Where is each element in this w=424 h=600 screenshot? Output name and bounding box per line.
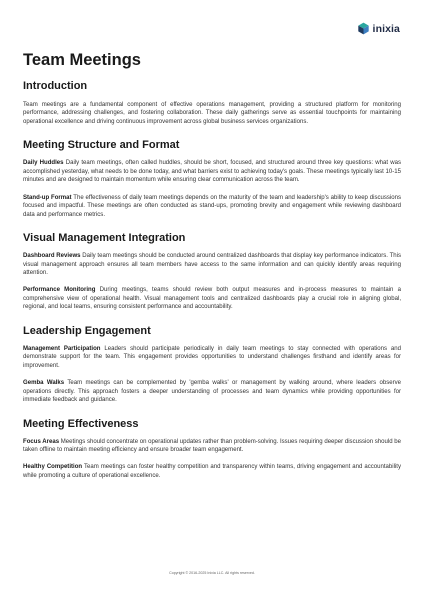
paragraph-text: Team meetings can be complemented by 'gemba walks' or management by walking around, where leaders observe operations directly. This approach fosters a deeper understanding of processes and team dynamics while providing opportunities for immediate feedback and guidance.	[23, 380, 401, 404]
paragraph-term: Focus Areas	[23, 438, 60, 445]
page-title: Team Meetings	[23, 51, 141, 69]
paragraph-term: Gemba Walks	[23, 380, 65, 387]
paragraph-text: Team meetings are a fundamental component of effective operations management, providing a structured platform for monitoring performance, addressing challenges, and fostering collaboration. These daily gatherings serve as essential touchpoints for maintaining operational excellence and driving continuous improvement across global business services organizations.	[23, 102, 401, 125]
paragraph-text: Daily team meetings, often called huddles, should be short, focused, and structured around three key questions: what was accomplished yesterday, what needs to be done today, and what barriers exist to achieving today's goals. These meetings typically last 10-15 minutes and are designed to maintain momentum while ensuring clear communication across the team.	[23, 160, 401, 184]
paragraph-text: Leaders should participate periodically in daily team meetings to stay connected with operations and demonstrate support for the team. This engagement provides opportunities to understand challenges firsthand and identify areas for improvement.	[23, 345, 401, 369]
paragraph-text: Meetings should concentrate on operational updates rather than problem-solving. Issues requiring deeper discussion should be taken offline to maintain meeting efficiency and ensure broader team engagement.	[23, 438, 401, 453]
paragraph	[23, 252, 401, 277]
paragraph-term: Management Participation	[23, 345, 101, 352]
paragraph	[23, 463, 401, 480]
brand-logo	[357, 22, 400, 35]
paragraph-term: Performance Monitoring	[23, 287, 96, 294]
paragraph-term: Healthy Competition	[23, 464, 83, 471]
paragraph-text: During meetings, teams should review both output measures and in-process measures to maintain a comprehensive view of operational health. Visual management tools and centralized dashboards play a crucial role in aligning global, regional, and local teams, ensuring consistent performance and accountability.	[23, 287, 401, 311]
paragraph-text: The effectiveness of daily team meetings depends on the maturity of the team and leadership's ability to keep discussions focused and impactful. These meetings are often conducted as stand-ups, promoting brevity and engagement while reviewing dashboard data and performance metrics.	[23, 194, 402, 218]
brand-name: inixia	[372, 22, 400, 35]
paragraph-term: Stand-up Format	[23, 194, 72, 201]
section-heading-meeting-structure: Meeting Structure and Format	[23, 139, 180, 152]
paragraph	[23, 194, 401, 219]
section-heading-visual-management: Visual Management Integration	[23, 232, 186, 245]
paragraph-term: Dashboard Reviews	[23, 253, 81, 260]
paragraph-text: Team meetings can foster healthy competition and transparency within teams, driving engagement and accountability while promoting a culture of operational excellence.	[23, 464, 402, 479]
paragraph-term: Daily Huddles	[23, 160, 64, 167]
section-heading-leadership-engagement: Leadership Engagement	[23, 324, 151, 337]
section-heading-meeting-effectiveness: Meeting Effectiveness	[23, 417, 139, 430]
paragraph-text: Daily team meetings should be conducted around centralized dashboards that display key performance indicators. This visual management approach ensures all team members have access to the same information and can quickly identify areas requiring attention.	[23, 253, 402, 276]
paragraph	[23, 345, 401, 370]
footer-copyright: Copyright © 2016-2025 Inixia LLC. All rights reserved.	[169, 571, 255, 575]
section-heading-introduction: Introduction	[23, 80, 88, 92]
paragraph	[23, 286, 401, 311]
paragraph	[23, 159, 401, 184]
paragraph	[23, 379, 401, 404]
paragraph	[23, 438, 401, 455]
document-body	[23, 79, 401, 480]
paragraph	[23, 101, 401, 126]
cube-logo-icon	[357, 22, 370, 35]
